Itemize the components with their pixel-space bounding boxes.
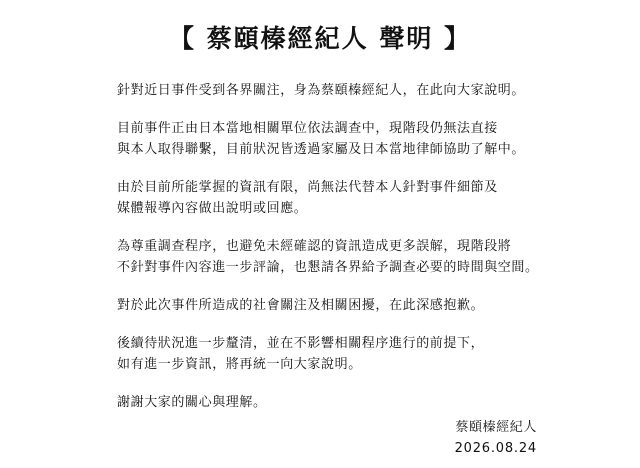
paragraph-line: 不針對事件內容進一步評論，也懇請各界給予調查必要的時間與空間。 [117, 260, 539, 275]
paragraph-2 [117, 118, 537, 160]
paragraph-line: 針對近日事件受到各界關注，身為蔡頤榛經紀人，在此向大家說明。 [117, 83, 526, 98]
paragraph-line: 後續待狀況進一步釐清，並在不影響相關程序進行的前提下， [117, 336, 485, 351]
paragraph-line: 媒體報導內容做出說明或回應。 [117, 201, 308, 216]
paragraph-line: 與本人取得聯繫，目前狀況皆透過家屬及日本當地律師協助了解中。 [117, 142, 526, 157]
paragraph-4 [117, 236, 537, 278]
statement-body [117, 80, 537, 430]
paragraph-line: 謝謝大家的關心與理解。 [117, 395, 267, 410]
signature-date: 2026.08.24 [454, 441, 537, 456]
statement-title: 【 蔡頤榛經紀人 聲明 】 [168, 24, 472, 53]
paragraph-6 [117, 333, 537, 375]
paragraph-line: 目前事件正由日本當地相關單位依法調查中，現階段仍無法直接 [117, 121, 498, 136]
paragraph-line: 對於此次事件所造成的社會關注及相關困擾，在此深感抱歉。 [117, 298, 485, 313]
signature-name: 蔡頤榛經紀人 [455, 420, 537, 435]
paragraph-1 [117, 80, 537, 101]
paragraph-5 [117, 295, 537, 316]
paragraph-line: 為尊重調查程序，也避免未經確認的資訊造成更多誤解，現階段將 [117, 239, 512, 254]
paragraph-3 [117, 177, 537, 219]
paragraph-line: 如有進一步資訊，將再統一向大家說明。 [117, 357, 362, 372]
paragraph-7 [117, 392, 537, 413]
signature-block [455, 417, 537, 459]
paragraph-line: 由於目前所能掌握的資訊有限，尚無法代替本人針對事件細節及 [117, 180, 498, 195]
